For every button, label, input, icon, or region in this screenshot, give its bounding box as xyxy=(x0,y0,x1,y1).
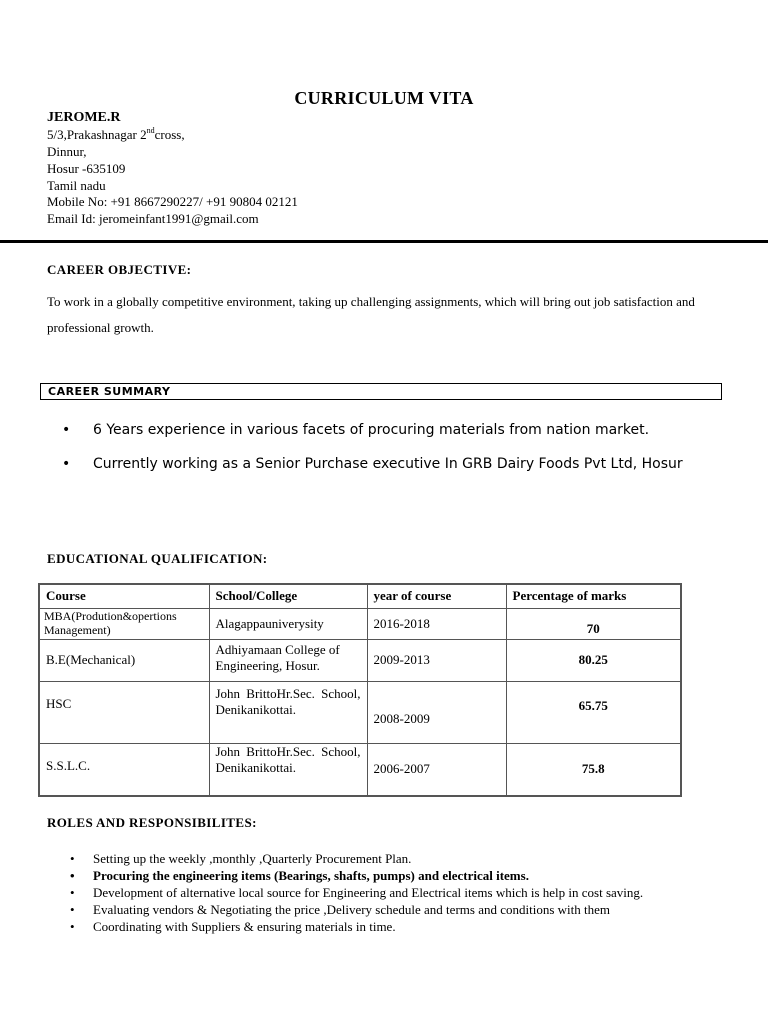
table-row xyxy=(39,608,681,639)
bullet-icon: • xyxy=(70,902,75,917)
list-item xyxy=(70,850,740,867)
list-item xyxy=(70,867,740,884)
roles-list xyxy=(70,850,740,935)
role-text: Development of alternative local source for Engineering and Electrical items which is help in cost saving. xyxy=(93,885,644,900)
address-line-1-rest: cross, xyxy=(154,127,185,142)
education-heading: EDUCATIONAL QUALIFICATION: xyxy=(47,551,268,566)
bullet-icon: • xyxy=(70,868,75,883)
address-line-4: Tamil nadu xyxy=(47,178,106,193)
career-objective-text: To work in a globally competitive environment, taking up challenging assignments, which will bring out job satisfaction and professional growth. xyxy=(47,294,695,335)
column-header-year: year of course xyxy=(367,584,506,608)
table-row xyxy=(39,639,681,681)
career-summary-heading: CAREER SUMMARY xyxy=(48,385,171,398)
career-objective-heading: CAREER OBJECTIVE: xyxy=(47,262,192,277)
percentage-cell: 70 xyxy=(506,608,681,639)
percentage-cell: 75.8 xyxy=(506,743,681,796)
column-header-school: School/College xyxy=(209,584,367,608)
table-row xyxy=(39,743,681,796)
role-text: Coordinating with Suppliers & ensuring materials in time. xyxy=(93,919,396,934)
course-cell: HSC xyxy=(39,681,209,743)
bullet-icon: • xyxy=(70,851,75,866)
address-line-1-text: 5/3,Prakashnagar 2 xyxy=(47,127,147,142)
bullet-icon: • xyxy=(70,885,75,900)
year-cell: 2006-2007 xyxy=(367,743,506,796)
year-cell: 2008-2009 xyxy=(367,681,506,743)
course-cell: MBA(Prodution&opertions Management) xyxy=(39,608,209,639)
course-cell: B.E(Mechanical) xyxy=(39,639,209,681)
school-cell: John BrittoHr.Sec. School, Denikanikottai. xyxy=(209,681,367,743)
list-item xyxy=(70,884,740,901)
ordinal-suffix: nd xyxy=(146,125,155,135)
header-divider xyxy=(0,240,768,243)
percentage-cell: 80.25 xyxy=(506,639,681,681)
summary-item-text: Currently working as a Senior Purchase executive In GRB Dairy Foods Pvt Ltd, Hosur xyxy=(93,456,683,472)
education-table xyxy=(38,583,682,797)
course-cell: S.S.L.C. xyxy=(39,743,209,796)
role-text: Setting up the weekly ,monthly ,Quarterly Procurement Plan. xyxy=(93,851,412,866)
year-cell: 2016-2018 xyxy=(367,608,506,639)
list-item xyxy=(70,918,740,935)
mobile-number: Mobile No: +91 8667290227/ +91 90804 02121 xyxy=(47,194,298,209)
bullet-icon: • xyxy=(62,456,71,472)
role-text: Procuring the engineering items (Bearings, shafts, pumps) and electrical items. xyxy=(93,868,529,883)
school-cell: John BrittoHr.Sec. School, Denikanikottai. xyxy=(209,743,367,796)
email-address: Email Id: jeromeinfant1991@gmail.com xyxy=(47,211,259,226)
school-cell: Adhiyamaan College of Engineering, Hosur. xyxy=(209,639,367,681)
year-cell: 2009-2013 xyxy=(367,639,506,681)
summary-item-text: 6 Years experience in various facets of procuring materials from nation market. xyxy=(93,422,650,438)
candidate-name: JEROME.R xyxy=(47,110,121,125)
table-row xyxy=(39,681,681,743)
address-line-1 xyxy=(47,127,185,143)
school-cell: Alagappauniverysity xyxy=(209,608,367,639)
percentage-cell: 65.75 xyxy=(506,681,681,743)
address-line-2: Dinnur, xyxy=(47,144,87,159)
column-header-course: Course xyxy=(39,584,209,608)
page-title: CURRICULUM VITA xyxy=(294,88,474,108)
roles-heading: ROLES AND RESPONSIBILITES: xyxy=(47,815,257,830)
address-line-3: Hosur -635109 xyxy=(47,161,126,176)
table-header-row xyxy=(39,584,681,608)
list-item xyxy=(70,901,740,918)
bullet-icon: • xyxy=(62,422,71,438)
role-text: Evaluating vendors & Negotiating the price ,Delivery schedule and terms and conditions with them xyxy=(93,902,610,917)
column-header-percentage: Percentage of marks xyxy=(506,584,681,608)
bullet-icon: • xyxy=(70,919,75,934)
career-summary-box xyxy=(40,383,722,400)
